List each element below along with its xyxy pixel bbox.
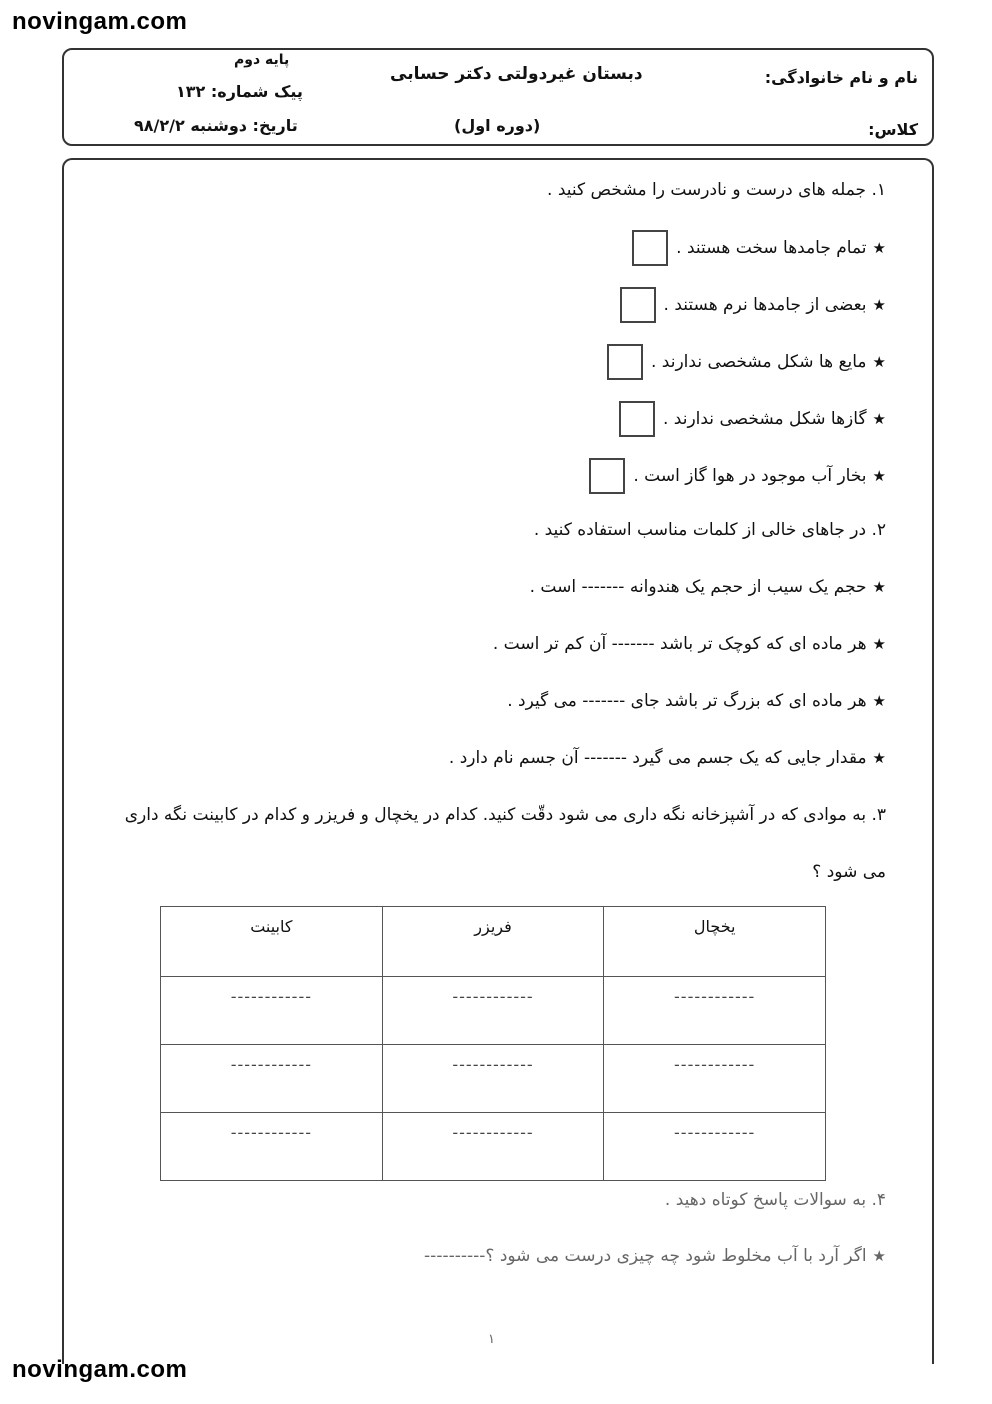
true-false-checkbox[interactable] (589, 458, 625, 494)
answer-cell[interactable]: ------------ (604, 977, 826, 1045)
question-4-title: ۴. به سوالات پاسخ کوتاه دهید . (664, 1190, 886, 1210)
table-row (161, 1113, 826, 1181)
page-number: ۱ (488, 1332, 495, 1347)
column-header-fridge: یخچال (604, 907, 826, 977)
watermark-top: novingam.com (12, 8, 188, 35)
header-box (62, 48, 934, 146)
star-icon: ★ (872, 578, 886, 596)
q1-item-4: ★گازها شکل مشخصی ندارند . (619, 401, 886, 437)
table-row (161, 977, 826, 1045)
class-label: کلاس: (868, 120, 918, 139)
school-name: دبستان غیردولتی دکتر حسابی (390, 64, 643, 84)
answer-cell[interactable]: ------------ (382, 1113, 604, 1181)
pack-number: پیک شماره: ۱۳۲ (176, 82, 303, 101)
star-icon: ★ (872, 353, 886, 371)
star-icon: ★ (872, 1247, 886, 1265)
true-false-checkbox[interactable] (607, 344, 643, 380)
q2-item-4[interactable]: ★مقدار جایی که یک جسم می گیرد ------- آن جسم نام دارد . (448, 748, 886, 768)
answer-cell[interactable]: ------------ (382, 1045, 604, 1113)
storage-table (160, 906, 826, 1181)
column-header-cabinet: کابینت (161, 907, 383, 977)
q1-item-1: ★تمام جامدها سخت هستند . (632, 230, 886, 266)
star-icon: ★ (872, 692, 886, 710)
answer-cell[interactable]: ------------ (382, 977, 604, 1045)
watermark-bottom: novingam.com (12, 1356, 188, 1383)
answer-cell[interactable]: ------------ (161, 1113, 383, 1181)
q4-item-1[interactable]: ★اگر آرد با آب مخلوط شود چه چیزی درست می شود ؟---------- (424, 1246, 886, 1266)
q2-item-3[interactable]: ★هر ماده ای که بزرگ تر باشد جای ------- می گیرد . (507, 691, 886, 711)
question-1-title: ۱. جمله های درست و نادرست را مشخص کنید . (547, 180, 886, 200)
star-icon: ★ (872, 410, 886, 428)
q2-item-1[interactable]: ★حجم یک سیب از حجم یک هندوانه ------- است . (529, 577, 886, 597)
answer-cell[interactable]: ------------ (604, 1113, 826, 1181)
q1-item-2: ★بعضی از جامدها نرم هستند . (620, 287, 886, 323)
exam-date: تاریخ: دوشنبه ۹۸/۲/۲ (134, 116, 298, 135)
star-icon: ★ (872, 467, 886, 485)
answer-cell[interactable]: ------------ (161, 1045, 383, 1113)
star-icon: ★ (872, 635, 886, 653)
answer-cell[interactable]: ------------ (161, 977, 383, 1045)
star-icon: ★ (872, 749, 886, 767)
column-header-freezer: فریزر (382, 907, 604, 977)
grade-label: پایه دوم (234, 52, 290, 68)
true-false-checkbox[interactable] (619, 401, 655, 437)
q2-item-2[interactable]: ★هر ماده ای که کوچک تر باشد ------- آن کم تر است . (492, 634, 886, 654)
true-false-checkbox[interactable] (620, 287, 656, 323)
q1-item-3: ★مایع ها شکل مشخصی ندارند . (607, 344, 886, 380)
star-icon: ★ (872, 239, 886, 257)
question-3-title: ۳. به موادی که در آشپزخانه نگه داری می شود دقّت کنید. کدام در یخچال و فریزر و کدام در کابینت نگه داری (124, 805, 886, 825)
question-2-title: ۲. در جاهای خالی از کلمات مناسب استفاده کنید . (533, 520, 886, 540)
true-false-checkbox[interactable] (632, 230, 668, 266)
star-icon: ★ (872, 296, 886, 314)
q1-item-5: ★بخار آب موجود در هوا گاز است . (589, 458, 886, 494)
student-name-label: نام و نام خانوادگی: (764, 68, 918, 87)
term-label: (دوره اول) (454, 116, 541, 135)
answer-cell[interactable]: ------------ (604, 1045, 826, 1113)
question-3-title-cont: می شود ؟ (812, 862, 886, 882)
table-row (161, 1045, 826, 1113)
